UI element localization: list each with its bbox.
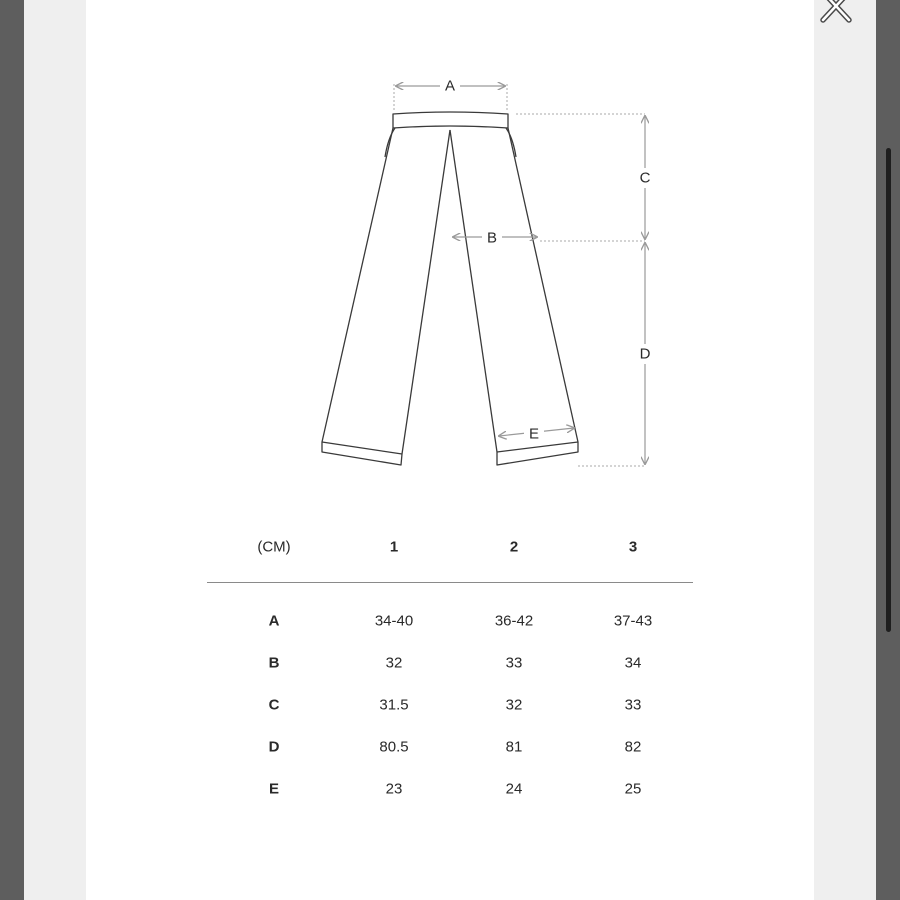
cell-a-2: 36-42: [494, 612, 534, 630]
table-divider: [207, 582, 693, 583]
cell-d-2: 81: [505, 738, 523, 756]
cell-c-3: 33: [624, 696, 642, 714]
cell-d-3: 82: [624, 738, 642, 756]
size-header-3: 3: [628, 538, 638, 556]
row-label-c: C: [268, 696, 280, 714]
measurement-arrows: [396, 86, 645, 464]
cell-b-2: 33: [505, 654, 523, 672]
unit-header: (CM): [257, 538, 291, 556]
cell-e-1: 23: [385, 780, 403, 798]
cell-e-2: 24: [505, 780, 523, 798]
pants-outline: [322, 112, 578, 465]
label-a: A: [444, 77, 456, 95]
cell-a-1: 34-40: [374, 612, 414, 630]
row-label-a: A: [268, 612, 280, 630]
label-e: E: [528, 425, 540, 443]
row-label-d: D: [268, 738, 280, 756]
row-label-e: E: [268, 780, 280, 798]
cell-b-1: 32: [385, 654, 403, 672]
label-d: D: [639, 345, 651, 363]
measurement-guides: [394, 84, 645, 466]
cell-a-3: 37-43: [613, 612, 653, 630]
label-b: B: [486, 229, 498, 247]
label-c: C: [639, 169, 651, 187]
cell-d-1: 80.5: [379, 738, 409, 756]
cell-e-3: 25: [624, 780, 642, 798]
row-label-b: B: [268, 654, 280, 672]
size-header-2: 2: [509, 538, 519, 556]
cell-c-1: 31.5: [379, 696, 409, 714]
cell-c-2: 32: [505, 696, 523, 714]
size-header-1: 1: [389, 538, 399, 556]
cell-b-3: 34: [624, 654, 642, 672]
